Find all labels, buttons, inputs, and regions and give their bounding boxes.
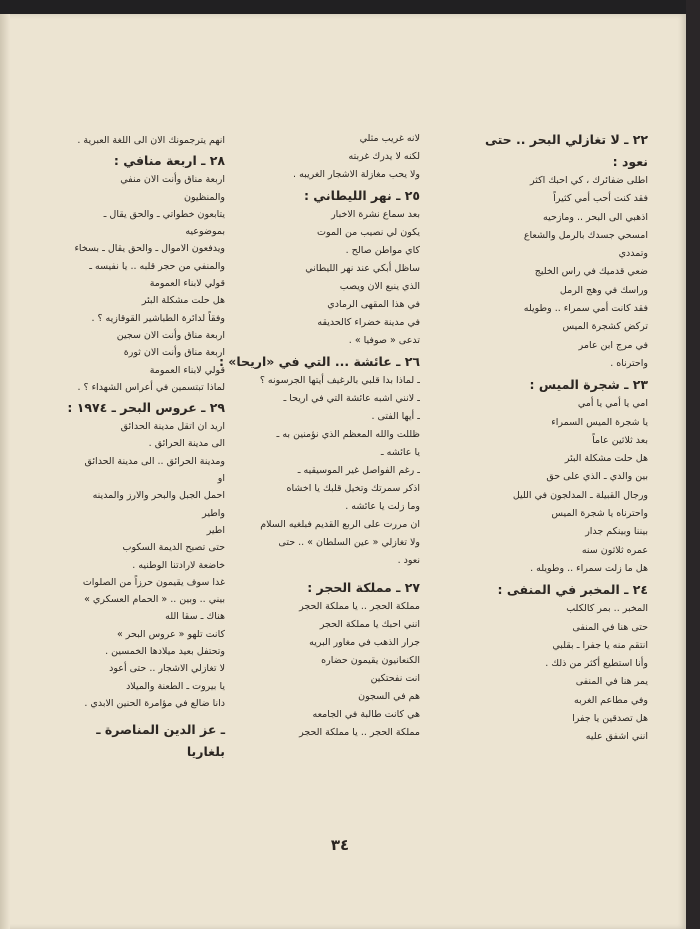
poem-heading: ٢٨ ـ اربعة منافي : xyxy=(113,153,225,169)
poem-line: لانه غريب مثلي xyxy=(359,133,420,144)
poem-line: خاضعة لارادتنا الوطنيه . xyxy=(132,559,225,571)
poem-line: امي يا أمي يا أمي xyxy=(577,398,648,410)
poem-heading: ٢٢ ـ لا تغازلي البحر .. حتى xyxy=(484,132,648,147)
poem-line: في مرج ابن عامر xyxy=(578,339,648,351)
poem-line: ان مررت على الربع القديم فبلغيه السلام xyxy=(260,519,420,530)
page-binding-shadow xyxy=(0,14,10,929)
poem-line: بيني .. وبين .. « الحمام العسكري » xyxy=(84,594,225,606)
poem-line: احمل الجبل والبحر والارز والمدينه xyxy=(92,490,225,502)
poem-line: وفي مطاعم الغربه xyxy=(574,694,648,706)
poem-line: وأنا استطيع أكثر من ذلك . xyxy=(545,658,648,670)
poem-line: كانت تلهو « عروس البحر » xyxy=(116,628,225,640)
poem-line: اذهبي الى البحر .. ومازحيه xyxy=(542,211,648,223)
poem-line: ولا تغازلي « عين السلطان » .. حتى xyxy=(278,537,420,548)
poem-heading: ٢٦ ـ عائشة ... التي في «اريحا» : xyxy=(218,354,420,369)
poem-line: بعد ثلاثين عاماً xyxy=(592,434,648,446)
poem-line: او xyxy=(217,473,225,485)
poem-line: بيننا وبينكم جدار xyxy=(585,526,648,538)
poem-line: واحترناه . xyxy=(610,357,648,369)
column-middle xyxy=(218,130,420,742)
poem-line: الى مدينة الحرائق . xyxy=(148,438,225,450)
poem-line: انتقم منه يا جفرا ـ بقلبي xyxy=(552,639,648,651)
poem-line: يتابعون خطواتي ـ والحق يقال ـ xyxy=(103,208,225,220)
poem-line: المخبر .. بمر كالكلب xyxy=(566,603,648,615)
poem-line: هل تصدقين يا جفرا xyxy=(572,713,648,725)
poem-line: ورجال القبيلة ـ المدلجون في الليل xyxy=(512,489,648,501)
poem-line: ومدينة الحرائق .. الى مدينة الحدائق xyxy=(84,455,225,467)
poem-line: هي كانت طالبة في الجامعه xyxy=(312,709,420,720)
poem-line: يا عائشه ـ xyxy=(380,447,420,458)
poem-line: في هذا المقهى الرمادي xyxy=(327,299,420,310)
poem-line: انت نفحتكين xyxy=(370,673,420,684)
poem-heading: ٢٩ ـ عروس البحر ـ ١٩٧٤ : xyxy=(67,400,225,416)
poem-line: اطلى ضفائرك ، كي احبك اكثر xyxy=(529,175,648,186)
poem-line: ـ لماذا بدا قلبي بالرغيف أيتها الجرسونه ؟ xyxy=(259,375,420,386)
poem-line: يكون لي نصيب من الموت xyxy=(317,227,420,238)
poem-line: لماذا تبتسمين في أعراس الشهداء ؟ . xyxy=(77,381,225,393)
scan-background-right xyxy=(686,0,700,929)
poem-heading: ٢٧ ـ مملكة الحجر : xyxy=(307,580,420,595)
poem-line: هل ما زلت سمراء .. وطويله . xyxy=(530,562,648,574)
poem-line: قولي لابناء العمومة xyxy=(149,364,225,376)
poem-line: واحترناه يا شجرة الميس xyxy=(551,508,648,520)
poem-heading: ٢٤ ـ المخبر في المنفى : xyxy=(497,582,648,598)
poem-line: اذكر سمرتك وتخيل قلبك يا اخشاه xyxy=(286,483,420,494)
poem-line: لا تغازلي الاشجار .. حتى أعود xyxy=(109,663,225,675)
poem-line: في مدينة خضراء كالحديقه xyxy=(317,317,420,328)
poem-line: وراسك في وهج الرمل xyxy=(559,284,648,296)
poem-line: بموضوعيه xyxy=(185,226,225,238)
poem-line: ساظل أبكي عند نهر الليطاني xyxy=(305,263,420,274)
poem-line: هناك ـ سقا الله xyxy=(165,611,225,623)
poem-line: انني احبك يا مملكة الحجر xyxy=(319,619,420,630)
poem-line: مملكة الحجر .. يا مملكة الحجر xyxy=(299,727,420,738)
poem-heading: ٢٥ ـ نهر الليطاني : xyxy=(303,188,420,203)
poem-line: امسحي جسدك بالرمل والشعاع xyxy=(523,229,648,241)
column-right xyxy=(432,128,648,747)
poem-line: وتمددي xyxy=(618,248,648,260)
poem-line: هل حلت مشكلة البئر xyxy=(564,453,648,465)
poem-line: اربعة مناق وأنت الان منفي xyxy=(120,174,225,186)
poem-line: وفقاً لدائرة الطباشير القوقازيه ؟ . xyxy=(91,312,225,324)
poem-line: وما زلت يا عائشه . xyxy=(345,501,420,512)
poem-line: نعود . xyxy=(397,555,420,566)
poem-line: اطير xyxy=(206,524,225,536)
poem-line: كاي مواطن صالح . xyxy=(345,245,420,256)
poem-line: عمره ثلاثون سنه xyxy=(581,544,648,556)
poem-line: اربعة مناق وأنت الان ثورة xyxy=(123,347,225,359)
column-left xyxy=(55,132,225,762)
stanza-gap xyxy=(55,712,225,718)
page-number: ٣٤ xyxy=(330,836,350,854)
poem-line: هم في السجون xyxy=(358,691,420,702)
poem-line: يا شجرة الميس السمراء xyxy=(551,416,648,428)
poem-heading: ٢٣ ـ شجرة الميس : xyxy=(529,377,648,393)
poem-heading: نعود : xyxy=(612,154,648,169)
poem-line: ـ لانني اشبه عائشة التي في اريحا ـ xyxy=(283,393,420,404)
poem-line: واطير xyxy=(202,507,225,519)
stanza-gap xyxy=(238,570,420,576)
poem-line: يا بيروت ـ الطعنة والميلاد xyxy=(126,680,225,692)
poem-line: دانا ضالع في مؤامرة الحنين الابدي . xyxy=(84,697,225,709)
poem-line: بعد سماع نشرة الاخبار xyxy=(331,209,420,220)
poem-line: جرار الذهب في مغاور البريه xyxy=(309,637,420,648)
poem-line: فقد كانت أمي سمراء .. وطويله xyxy=(523,303,648,315)
poem-line: غدا سوف يقيمون حرزاً من الصلوات xyxy=(82,576,225,588)
poem-line: هل حلت مشكلة البئر xyxy=(141,295,225,307)
poem-line: اريد ان اتقل مدينة الحدائق xyxy=(120,421,225,433)
poem-line: اربعة مناق وأنت الان سجين xyxy=(116,329,225,341)
poem-line: تدعى « صوفيا » . xyxy=(348,335,420,346)
poem-line: الذي ينبع الان ويصب xyxy=(339,281,420,292)
poem-line: ـ أيها الفتى . xyxy=(371,411,420,422)
poem-heading: بلغاريا xyxy=(186,744,225,760)
poem-line: مملكة الحجر .. يا مملكة الحجر xyxy=(299,601,420,612)
poem-line: ظللت والله المعظم الذي نؤمنين به ـ xyxy=(276,429,420,440)
poem-line: حتى هنا في المنفى xyxy=(572,621,648,633)
poem-line: ـ رغم الفواصل غير الموسيقيه ـ xyxy=(297,465,420,476)
poem-line: حتى تصبح الديمة السكوب xyxy=(122,542,225,554)
poem-line: انهم يترجمونك الان الى اللغة العبرية . xyxy=(77,135,225,146)
poem-line: يمر هنا في المنفى xyxy=(575,676,648,688)
poem-line: ويدفعون الاموال ـ والحق يقال ـ بسخاء xyxy=(74,243,225,255)
poem-line: بين والدي ـ الذي على حق xyxy=(546,471,648,483)
poem-line: وتحتفل بعيد ميلادها الخمسين . xyxy=(105,646,225,658)
poem-line: والمنفي من حجر قلبه .. يا نفيسه ـ xyxy=(89,260,225,272)
poem-line: انني اشفق عليه xyxy=(585,731,648,743)
poem-line: والمنظيون xyxy=(183,191,225,203)
poem-line: ضعي قدميك في راس الخليج xyxy=(534,266,648,278)
poem-line: قولي لابناء العمومة xyxy=(149,278,225,290)
poem-line: لكنه لا يدرك غربته xyxy=(348,151,420,162)
poem-heading: ـ عز الدين المناصرة ـ xyxy=(96,722,225,738)
poem-line: تركض كشجرة الميس xyxy=(562,321,648,333)
poem-line: فقد كنت أحب أمي كثيراً xyxy=(553,193,648,205)
poem-line: ولا يحب مغازلة الاشجار الغريبه . xyxy=(293,169,420,180)
poem-line: الكنعانيون يقيمون حضاره xyxy=(321,655,420,666)
